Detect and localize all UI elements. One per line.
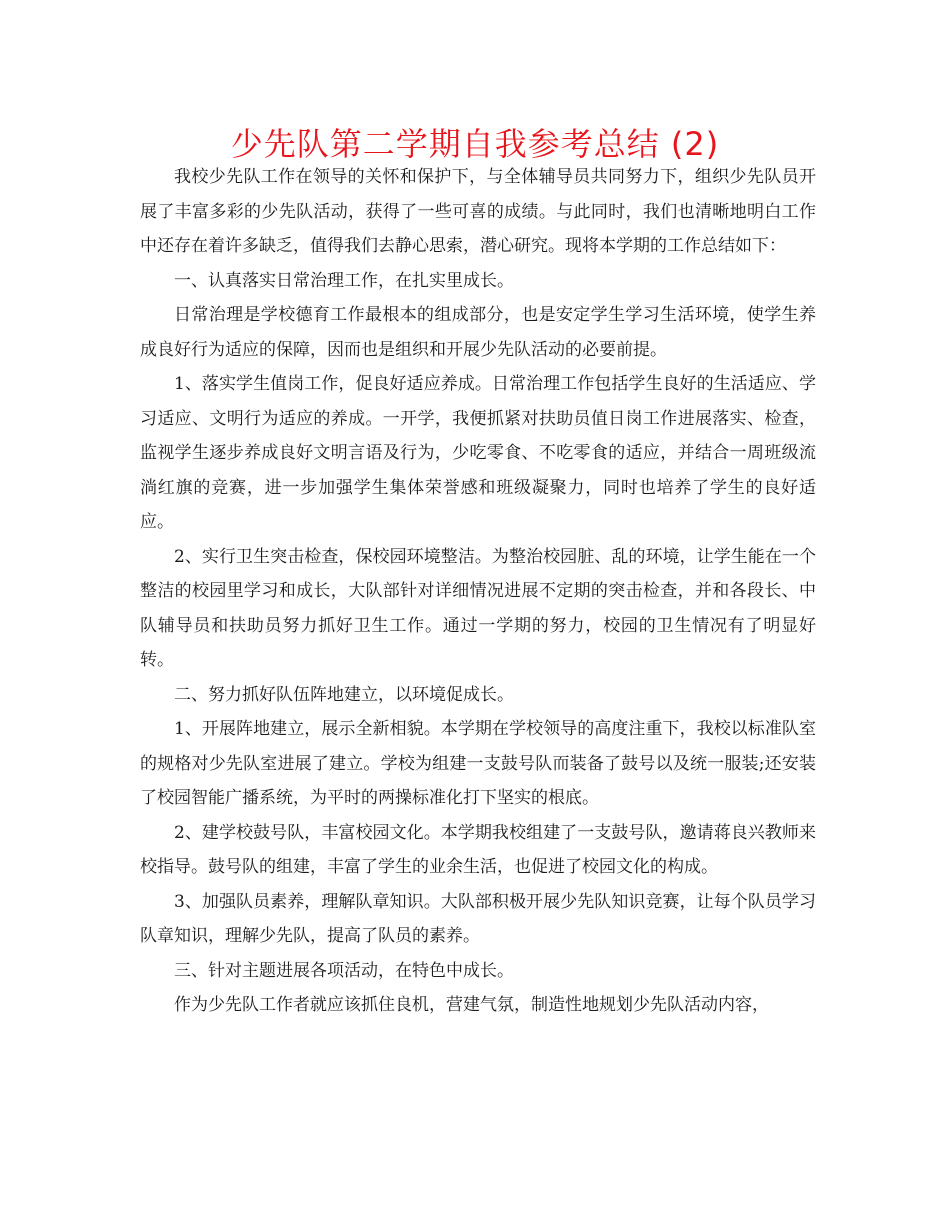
- paragraph: 作为少先队工作者就应该抓住良机，营建气氛，制造性地规划少先队活动内容，: [174, 995, 769, 1015]
- paragraph: 日常治理是学校德育工作最根本的组成部分，也是安定学生学习生活环境，使学生养成良好行为适应的保障，因而也是组织和开展少先队活动的必要前提。: [140, 305, 816, 360]
- paragraph: 1、落实学生值岗工作，促良好适应养成。日常治理工作包括学生良好的生活适应、学习适应、文明行为适应的养成。一开学，我便抓紧对扶助员值日岗工作进展落实、检查，监视学生逐步养成良好文明言语及行为，少吃零食、不吃零食的适应，并结合一周班级流淌红旗的竞赛，进一步加强学生集体荣誉感和班级凝聚力，同时也培养了学生的良好适应。: [140, 374, 816, 532]
- paragraph-intro: 我校少先队工作在领导的关怀和保护下，与全体辅导员共同努力下，组织少先队员开展了丰富多彩的少先队活动，获得了一些可喜的成绩。与此同时，我们也清晰地明白工作中还存在着许多缺乏，值得我们去静心思索，潜心研究。现将本学期的工作总结如下：: [140, 167, 816, 256]
- paragraph: 2、建学校鼓号队，丰富校园文化。本学期我校组建了一支鼓号队，邀请蒋良兴教师来校指导。鼓号队的组建，丰富了学生的业余生活，也促进了校园文化的构成。: [140, 822, 816, 877]
- document-body: [140, 160, 816, 1023]
- paragraph: 2、实行卫生突击检查，保校园环境整洁。为整治校园脏、乱的环境，让学生能在一个整洁的校园里学习和成长，大队部针对详细情况进展不定期的突击检查，并和各段长、中队辅导员和扶助员努力抓好卫生工作。通过一学期的努力，校园的卫生情况有了明显好转。: [140, 546, 816, 670]
- section-heading-2: 二、努力抓好队伍阵地建立，以环境促成长。: [174, 684, 514, 705]
- section-heading-3: 三、针对主题进展各项活动，在特色中成长。: [174, 960, 514, 981]
- section-heading-1: 一、认真落实日常治理工作，在扎实里成长。: [174, 270, 514, 291]
- paragraph: 3、加强队员素养，理解队章知识。大队部积极开展少先队知识竞赛，让每个队员学习队章知识，理解少先队，提高了队员的素养。: [140, 891, 816, 946]
- document-title: 少先队第二学期自我参考总结 (2): [230, 125, 720, 163]
- paragraph: 1、开展阵地建立，展示全新相貌。本学期在学校领导的高度注重下，我校以标准队室的规格对少先队室进展了建立。学校为组建一支鼓号队而装备了鼓号以及统一服装;还安装了校园智能广播系统，为平时的两操标准化打下坚实的根底。: [140, 719, 816, 808]
